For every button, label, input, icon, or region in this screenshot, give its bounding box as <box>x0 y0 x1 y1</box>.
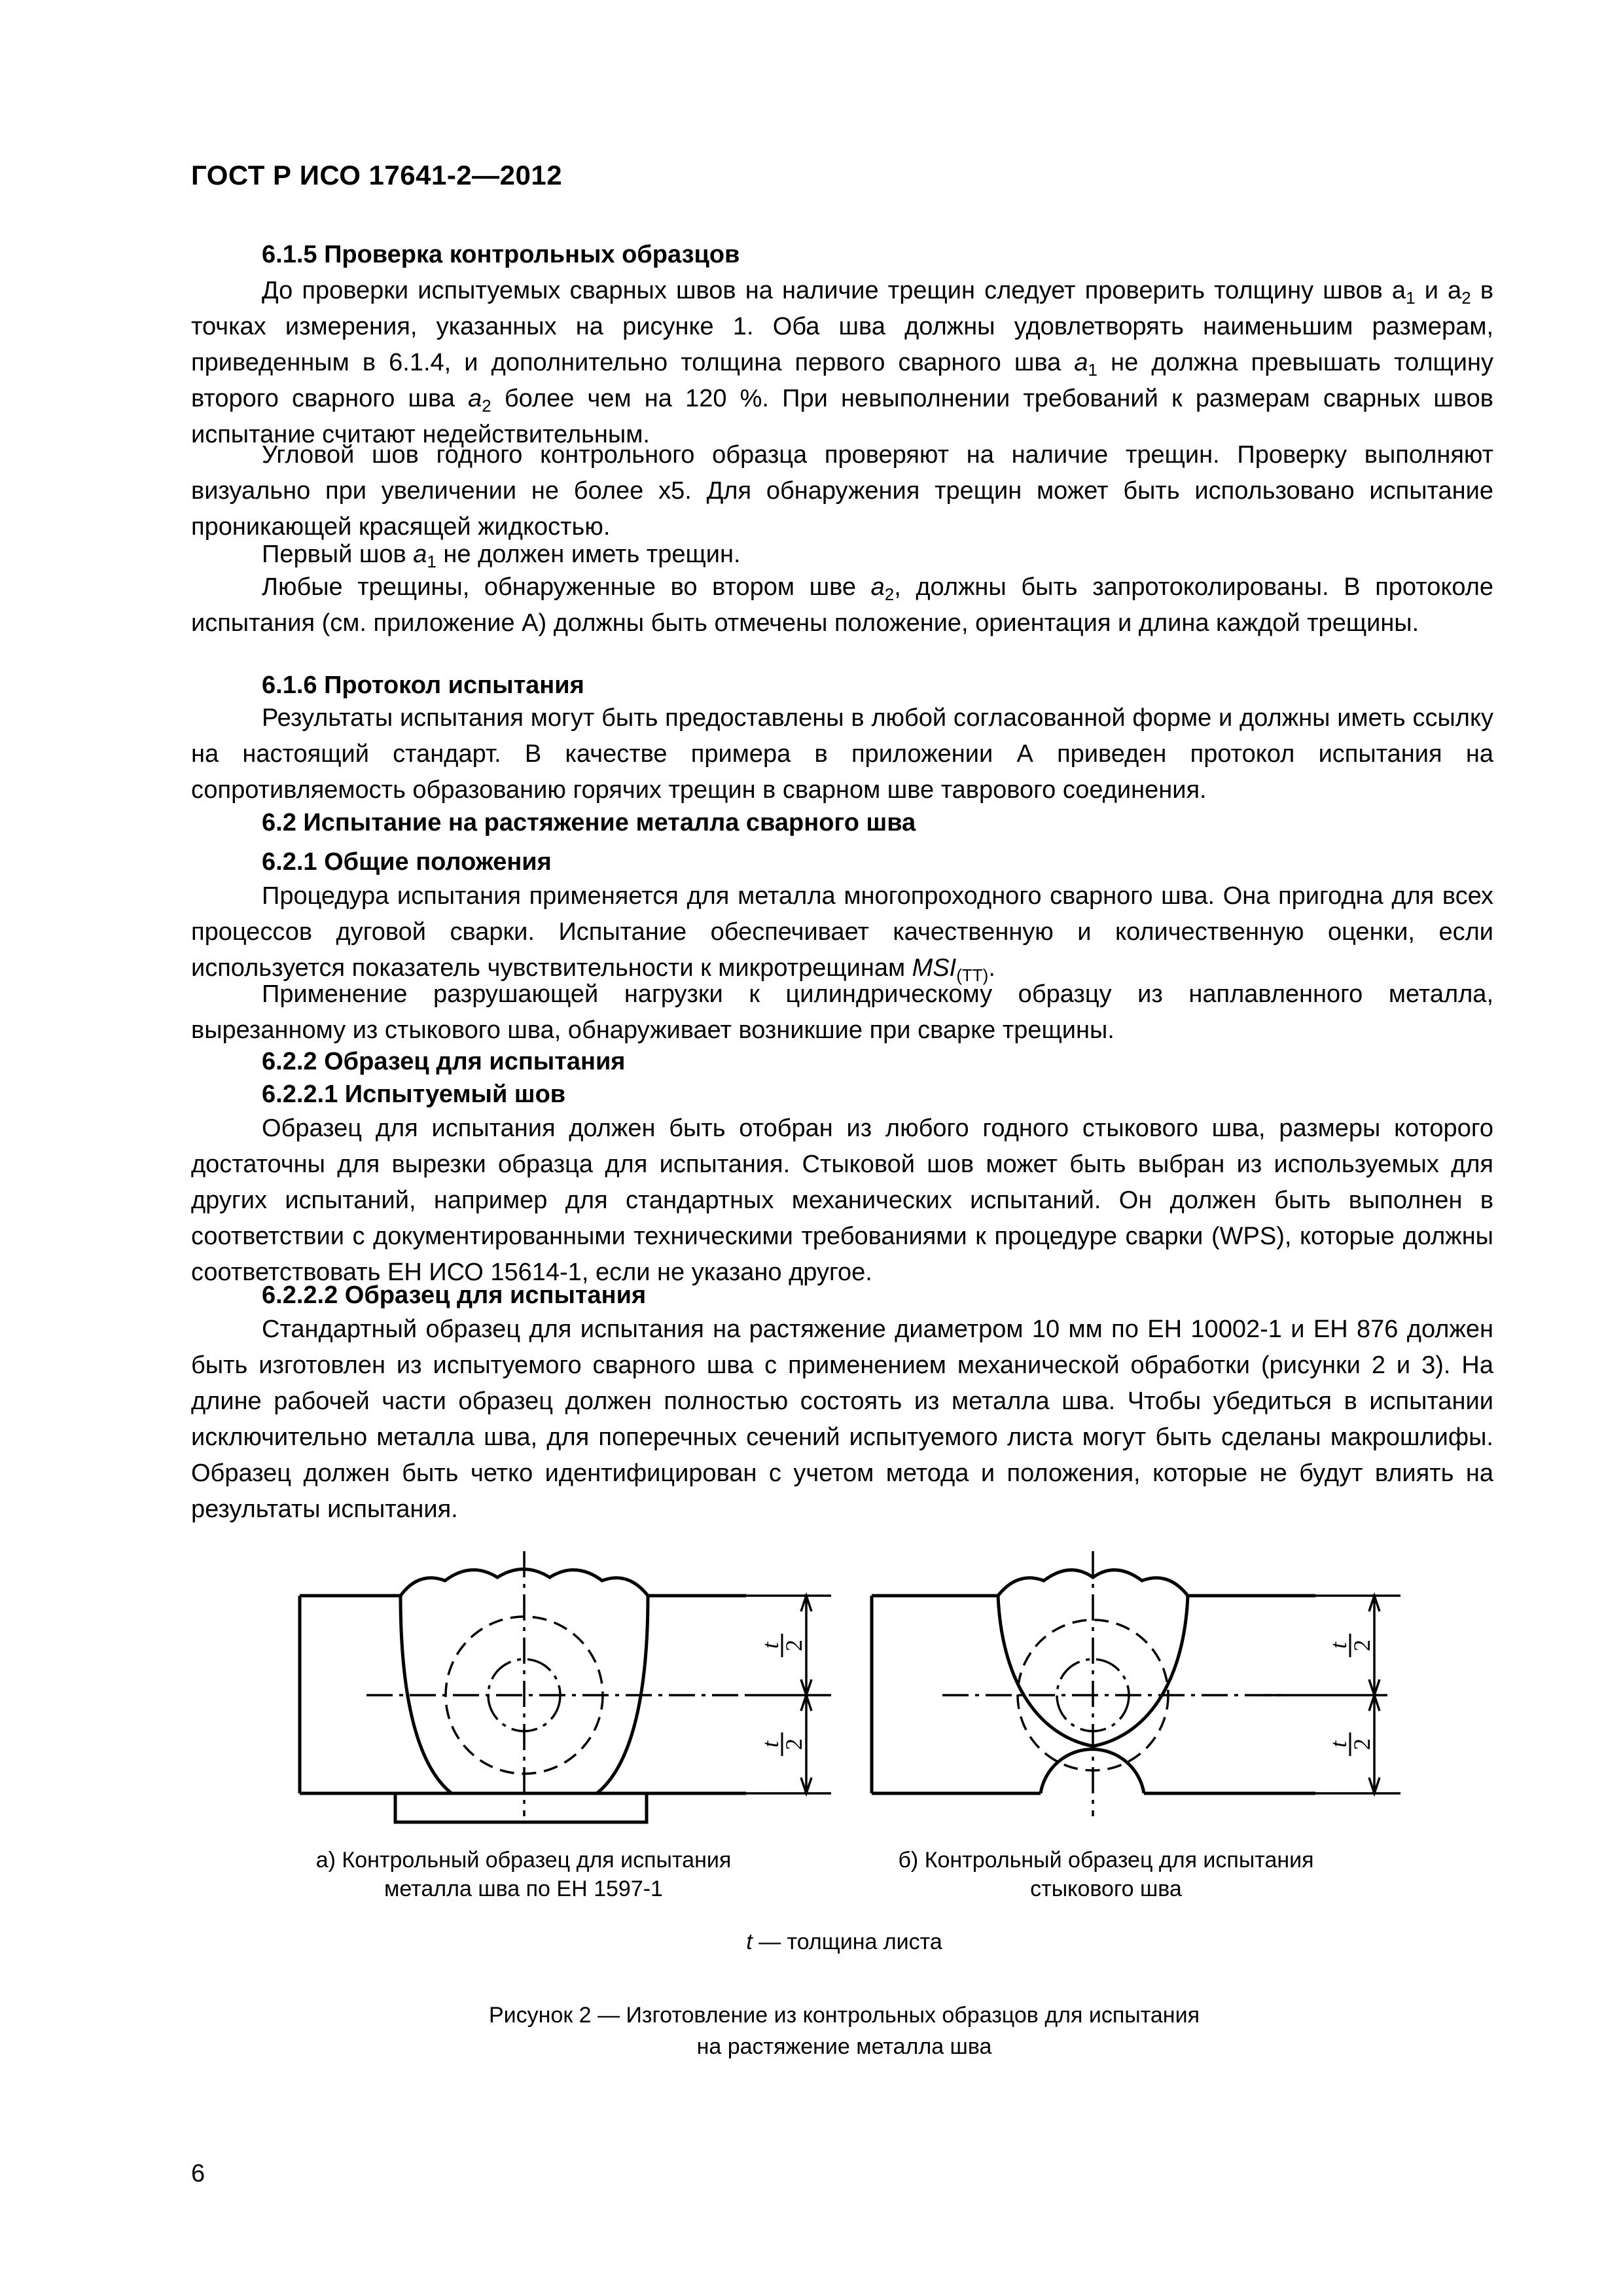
paragraph-6-1-5-2: Угловой шов годного контрольного образца проверяют на наличие трещин. Проверку выполняют визуально при увеличении не более х5. Для обнаружения трещин может быть использовано испытание проникающей красящей жидкостью. <box>191 441 1493 541</box>
section-heading-6-2-2-2: 6.2.2.2 Образец для испытания <box>262 1282 647 1309</box>
dim-a-upper <box>757 1634 807 1657</box>
svg-text:2: 2 <box>1349 1640 1375 1651</box>
svg-text:2: 2 <box>781 1640 807 1651</box>
section-heading-6-2-2: 6.2.2 Образец для испытания <box>262 1048 626 1075</box>
figure-legend: t — толщина листа <box>746 1929 942 1954</box>
paragraph-6-1-5-1: До проверки испытуемых сварных швов на наличие трещин следует проверить толщину швов $a_1$ и $a_2$ в точках измерения, указанных на рисунке 1. Оба шва должны удовлетворять наименьшим размерам, приведенным в 6.1.4, и дополнительно толщина первого сварного шва $a_1$ не должна превышать толщину второго сварного шва $a_2$ более чем на 120 %. При невыполнении требований к размерам сварных швов испытание считают недействительным. <box>191 277 1494 448</box>
paragraph-6-1-5-4: Любые трещины, обнаруженные во втором шве $a_2$, должны быть запротоколированы. В протоколе испытания (см. приложение А) должны быть отмечены положение, ориентация и длина каждой трещины. <box>191 573 1493 637</box>
svg-text:2: 2 <box>1349 1738 1375 1750</box>
figure-title: Рисунок 2 — Изготовление из контрольных образцов для испытания на растяжение металла шва <box>489 2003 1200 2059</box>
paragraph-6-1-5-3: Первый шов $a_1$ не должен иметь трещин. <box>262 541 741 571</box>
dim-a-lower <box>757 1732 807 1756</box>
section-heading-6-1-6: 6.1.6 Протокол испытания <box>262 672 584 699</box>
figure-caption-a: а) Контрольный образец для испытания металла шва по ЕН 1597-1 <box>315 1848 732 1901</box>
svg-text:t: t <box>1325 1740 1351 1748</box>
specimen-a-dimension-lines <box>746 1596 831 1793</box>
page-number: 6 <box>191 2160 205 2187</box>
paragraph-6-2-2-2: Стандартный образец для испытания на растяжение диаметром 10 мм по ЕН 10002-1 и ЕН 876 должен быть изготовлен из испытуемого сварного шва с применением механической обработки (рисунки 2 и 3). На длине рабочей части образец должен полностью состоять из металла шва. Чтобы убедиться в испытании исключительно металла шва, для поперечных сечений испытуемого листа могут быть сделаны макрошлифы. Образец должен быть четко идентифицирован с учетом метода и положения, которые не будут влиять на результаты испытания. <box>191 1316 1493 1523</box>
section-heading-6-1-5: 6.1.5 Проверка контрольных образцов <box>262 241 740 268</box>
svg-text:2: 2 <box>781 1738 807 1750</box>
svg-text:t: t <box>1325 1641 1351 1649</box>
document-header: ГОСТ Р ИСО 17641-2—2012 <box>191 160 563 190</box>
svg-text:t: t <box>757 1641 783 1649</box>
dim-b-lower <box>1325 1732 1375 1756</box>
section-heading-6-2-2-1: 6.2.2.1 Испытуемый шов <box>262 1081 566 1108</box>
paragraph-6-2-1-2: Применение разрушающей нагрузки к цилиндрическому образцу из наплавленного металла, вырезанному из стыкового шва, обнаруживает возникшие при сварке трещины. <box>191 980 1493 1044</box>
specimen-b-centerlines <box>942 1551 1387 1816</box>
figure-2-drawing <box>0 1545 1623 1833</box>
section-heading-6-2-1: 6.2.1 Общие положения <box>262 848 552 876</box>
figure-caption-b: б) Контрольный образец для испытания стыкового шва <box>898 1848 1314 1901</box>
dim-b-upper <box>1325 1634 1375 1657</box>
specimen-a-centerlines <box>366 1551 746 1816</box>
svg-text:t: t <box>757 1740 783 1748</box>
section-heading-6-2: 6.2 Испытание на растяжение металла сварного шва <box>262 809 916 836</box>
paragraph-6-2-1-1: Процедура испытания применяется для металла многопроходного сварного шва. Она пригодна для всех процессов дуговой сварки. Испытание обеспечивает качественную и количественную оценки, если используется показатель чувствительности к микротрещинам $MSI_{(TT)}$. <box>191 882 1493 985</box>
paragraph-6-2-2-1: Образец для испытания должен быть отобран из любого годного стыкового шва, размеры которого достаточны для вырезки образца для испытания. Стыковой шов может быть выбран из используемых для других испытаний, например для стандартных механических испытаний. Он должен быть выполнен в соответствии с документированными техническими требованиями к процедуре сварки (WPS), которые должны соответствовать ЕН ИСО 15614-1, если не указано другое. <box>191 1115 1493 1286</box>
paragraph-6-1-6-1: Результаты испытания могут быть предоставлены в любой согласованной форме и должны иметь ссылку на настоящий стандарт. В качестве примера в приложении А приведен протокол испытания на сопротивляемость образованию горячих трещин в сварном шве таврового соединения. <box>191 704 1493 804</box>
